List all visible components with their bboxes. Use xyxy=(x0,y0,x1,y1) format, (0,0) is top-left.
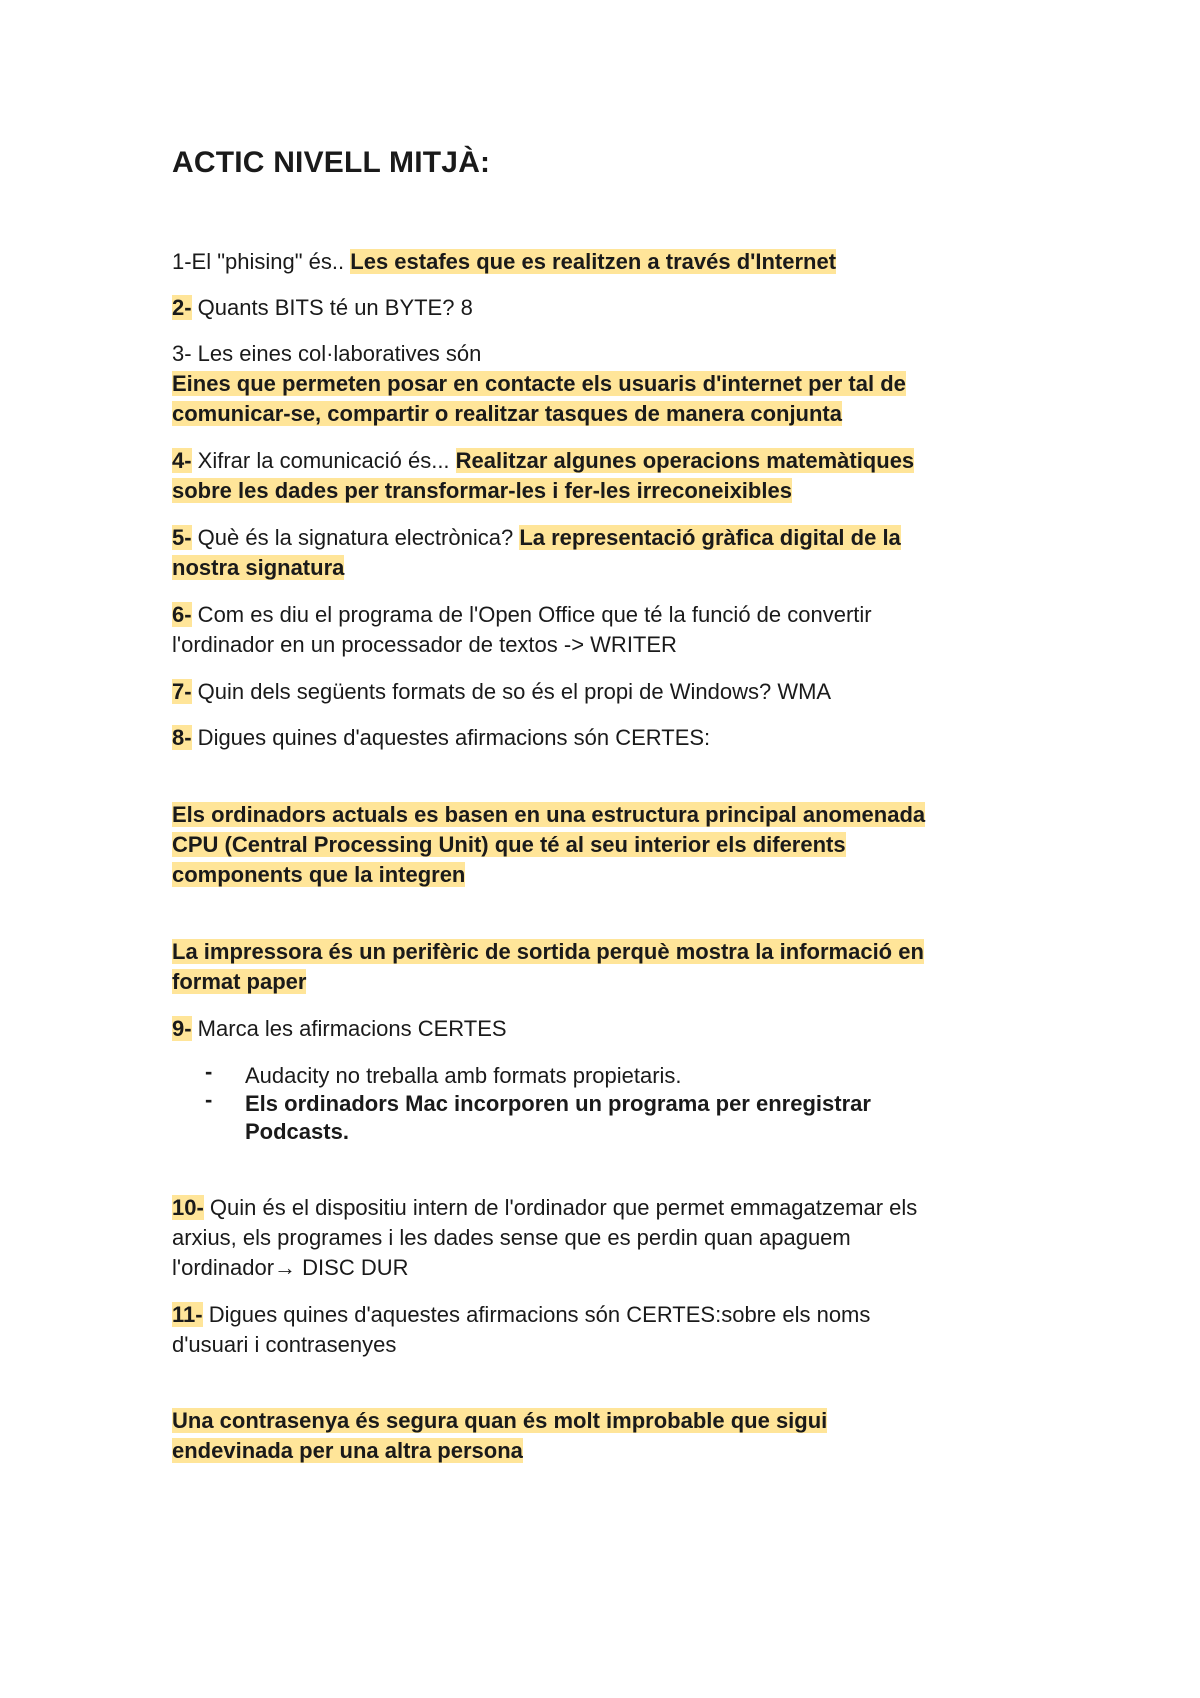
highlighted-answer: La representació gràfica digital de la xyxy=(519,525,901,550)
answer-line xyxy=(172,830,846,860)
answer-text: DISC DUR xyxy=(296,1255,409,1280)
highlighted-answer: format paper xyxy=(172,969,307,994)
list-item-continuation xyxy=(245,1117,349,1147)
answer-line xyxy=(172,800,925,830)
question-11-line-2 xyxy=(172,1330,396,1360)
question-4 xyxy=(172,446,914,476)
highlighted-answer: nostra signatura xyxy=(172,555,345,580)
highlighted-answer: Realitzar algunes operacions matemàtiques xyxy=(455,448,915,473)
question-10-line-3 xyxy=(172,1253,409,1283)
question-number: 7- xyxy=(172,679,192,704)
question-6-line-2 xyxy=(172,630,677,660)
highlighted-answer: Una contrasenya és segura quan és molt improbable que sigui xyxy=(172,1408,828,1433)
highlighted-answer: Les estafes que es realitzen a través d'Internet xyxy=(350,249,837,274)
highlighted-answer: La impressora és un perifèric de sortida perquè mostra la informació en xyxy=(172,939,924,964)
highlighted-answer: CPU (Central Processing Unit) que té al seu interior els diferents xyxy=(172,832,846,857)
highlighted-answer: sobre les dades per transformar-les i fer-les irreconeixibles xyxy=(172,478,792,503)
question-text: Quants BITS té un BYTE? 8 xyxy=(191,295,473,320)
question-text: d'usuari i contrasenyes xyxy=(172,1332,397,1357)
question-1 xyxy=(172,247,836,277)
question-text: Quin dels següents formats de so és el propi de Windows? WMA xyxy=(191,679,832,704)
question-text: Com es diu el programa de l'Open Office que té la funció de convertir xyxy=(191,602,872,627)
question-number: 9- xyxy=(172,1016,192,1041)
list-item-text: Audacity no treballa amb formats propietaris. xyxy=(245,1063,682,1088)
answer-line xyxy=(172,553,344,583)
answer-line xyxy=(172,967,306,997)
question-7 xyxy=(172,677,831,707)
question-number: 6- xyxy=(172,602,192,627)
list-item-text: Els ordinadors Mac incorporen un programa per enregistrar xyxy=(245,1091,871,1116)
question-text: Digues quines d'aquestes afirmacions són CERTES:sobre els noms xyxy=(202,1302,871,1327)
list-item-text: Podcasts. xyxy=(245,1119,349,1144)
question-number: 8- xyxy=(172,725,192,750)
question-number: 5- xyxy=(172,525,192,550)
question-text: arxius, els programes i les dades sense que es perdin quan apaguem xyxy=(172,1225,851,1250)
question-number: 11- xyxy=(172,1302,203,1327)
answer-line xyxy=(172,860,465,890)
question-2 xyxy=(172,293,473,323)
question-text: Quin és el dispositiu intern de l'ordinador que permet emmagatzemar els xyxy=(203,1195,918,1220)
question-text: Digues quines d'aquestes afirmacions són CERTES: xyxy=(191,725,711,750)
document-title: ACTIC NIVELL MITJÀ: xyxy=(172,146,491,179)
answer-line xyxy=(172,937,924,967)
question-6 xyxy=(172,600,872,630)
question-9 xyxy=(172,1014,507,1044)
question-10-line-2 xyxy=(172,1223,851,1253)
bullet-marker: - xyxy=(205,1087,213,1112)
answer-line xyxy=(172,369,906,399)
question-number: 2- xyxy=(172,295,192,320)
highlighted-answer: Els ordinadors actuals es basen en una estructura principal anomenada xyxy=(172,802,926,827)
highlighted-answer: components que la integren xyxy=(172,862,466,887)
highlighted-answer: comunicar-se, compartir o realitzar tasques de manera conjunta xyxy=(172,401,842,426)
answer-line xyxy=(172,1406,827,1436)
right-arrow-icon: → xyxy=(274,1255,297,1280)
question-text: Marca les afirmacions CERTES xyxy=(191,1016,507,1041)
question-number: 4- xyxy=(172,448,192,473)
question-text: l'ordinador xyxy=(172,1255,275,1280)
question-number: 10- xyxy=(172,1195,204,1220)
question-text: 3- Les eines col·laboratives són xyxy=(172,341,482,366)
list-item xyxy=(245,1089,871,1119)
list-item xyxy=(245,1061,682,1091)
question-text: l'ordinador en un processador de textos -> WRITER xyxy=(172,632,677,657)
question-8 xyxy=(172,723,710,753)
highlighted-answer: endevinada per una altra persona xyxy=(172,1438,523,1463)
question-11 xyxy=(172,1300,870,1330)
answer-line xyxy=(172,399,842,429)
highlighted-answer: Eines que permeten posar en contacte els usuaris d'internet per tal de xyxy=(172,371,906,396)
question-text: Què és la signatura electrònica? xyxy=(191,525,514,550)
question-text: Xifrar la comunicació és... xyxy=(191,448,450,473)
question-text: 1-El "phising" és.. xyxy=(172,249,345,274)
question-3 xyxy=(172,339,481,369)
bullet-marker: - xyxy=(205,1059,213,1084)
answer-line xyxy=(172,1436,523,1466)
answer-line xyxy=(172,476,792,506)
question-10 xyxy=(172,1193,917,1223)
question-5 xyxy=(172,523,901,553)
